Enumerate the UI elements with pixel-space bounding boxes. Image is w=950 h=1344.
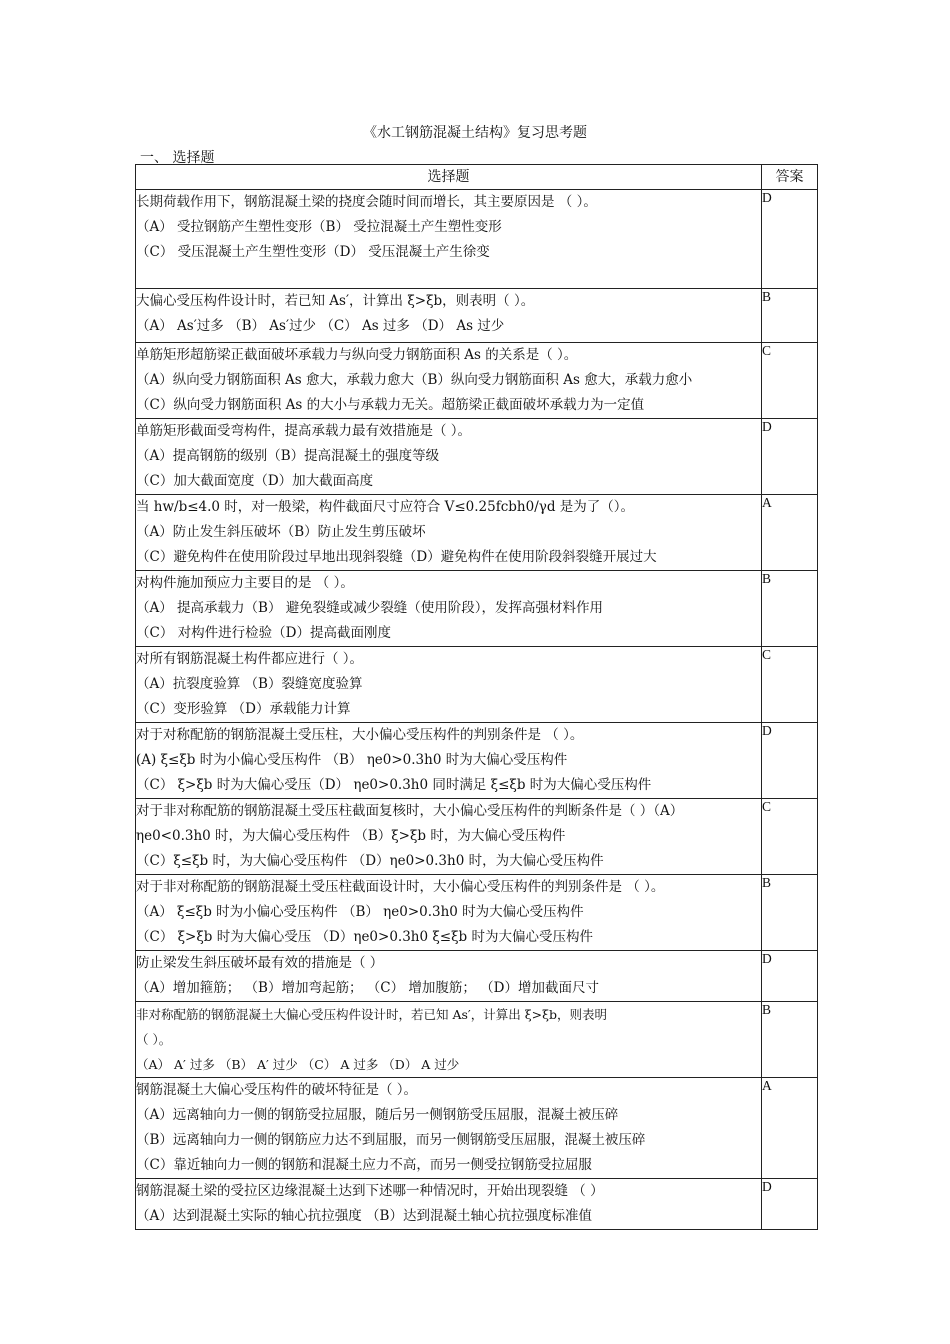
table-row [136,723,818,799]
table-header-row [136,165,818,190]
question-line: 非对称配筋的钢筋混凝土大偏心受压构件设计时，若已知 As′，计算出 ξ>ξb，则表明 [136,1007,607,1022]
question-cell [136,723,762,799]
answer-cell: B [762,1002,818,1078]
option-line: （A）增加箍筋； （B）增加弯起筋； （C） 增加腹筋； （D）增加截面尺寸 [136,980,599,996]
option-line: （C） 对构件进行检验（D）提高截面刚度 [136,625,391,641]
answer-cell: A [762,495,818,571]
option-line: (A) ξ≤ξb 时为小偏心受压构件 （B） ηe0>0.3h0 时为大偏心受压构件 [136,752,568,768]
option-line: （C）ξ≤ξb 时，为大偏心受压构件 （D）ηe0>0.3h0 时，为大偏心受压构件 [136,853,604,869]
table-row [136,1078,818,1179]
question-cell [136,343,762,419]
answer-cell: D [762,1179,818,1230]
question-cell [136,1078,762,1179]
question-line: 对于对称配筋的钢筋混凝土受压柱，大小偏心受压构件的判别条件是 （ ）。 [136,727,584,743]
option-line: （C）纵向受力钢筋面积 As 的大小与承载力无关。超筋梁正截面破坏承载力为一定值 [136,397,645,413]
question-line: 当 hw/b≤4.0 时，对一般梁，构件截面尺寸应符合 V≤0.25fcbh0/γd 是为了（）。 [136,499,634,515]
option-line: （A） A′ 过多 （B） A′ 过少 （C） A 过多 （D） A 过少 [136,1057,460,1072]
answer-cell: D [762,723,818,799]
question-cell [136,571,762,647]
option-line: （A）抗裂度验算 （B）裂缝宽度验算 [136,676,363,692]
option-line: （A） 提高承载力（B） 避免裂缝或减少裂缝（使用阶段），发挥高强材料作用 [136,600,604,616]
question-line: 对所有钢筋混凝土构件都应进行（ ）。 [136,651,364,667]
table-row [136,495,818,571]
question-cell [136,495,762,571]
table-row [136,419,818,495]
answer-cell: C [762,799,818,875]
option-line: （A） ξ≤ξb 时为小偏心受压构件 （B） ηe0>0.3h0 时为大偏心受压构件 [136,904,584,920]
question-table [135,164,818,1230]
header-answer: 答案 [762,165,818,190]
question-line: 长期荷载作用下，钢筋混凝土梁的挠度会随时间而增长，其主要原因是 （ ）。 [136,194,597,210]
answer-cell: B [762,875,818,951]
option-line: （C） 受压混凝土产生塑性变形（D） 受压混凝土产生徐变 [136,244,490,260]
question-cell [136,289,762,343]
option-line: ηe0<0.3h0 时，为大偏心受压构件 （B）ξ>ξb 时，为大偏心受压构件 [136,828,566,844]
answer-cell: C [762,647,818,723]
document-title: 《水工钢筋混凝土结构》复习思考题 [363,125,587,141]
table-row [136,875,818,951]
answer-cell: B [762,571,818,647]
question-cell [136,875,762,951]
table-row [136,343,818,419]
option-line: （A）纵向受力钢筋面积 As 愈大，承载力愈大（B）纵向受力钢筋面积 As 愈大，承载力愈小 [136,372,693,388]
table-row [136,951,818,1002]
question-line: 钢筋混凝土梁的受拉区边缘混凝土达到下述哪一种情况时，开始出现裂缝 （ ） [136,1183,604,1199]
answer-cell: D [762,951,818,1002]
header-question: 选择题 [136,165,762,190]
answer-cell: D [762,419,818,495]
question-cell [136,1179,762,1230]
table-row [136,799,818,875]
question-line: 单筋矩形超筋梁正截面破坏承载力与纵向受力钢筋面积 As 的关系是（ ）。 [136,347,578,363]
option-line: （C）加大截面宽度（D）加大截面高度 [136,473,374,489]
option-line: （A）达到混凝土实际的轴心抗拉强度 （B）达到混凝土轴心抗拉强度标准值 [136,1208,592,1224]
option-line: （C）靠近轴向力一侧的钢筋和混凝土应力不高，而另一侧受拉钢筋受拉屈服 [136,1157,592,1173]
option-line: （C） ξ>ξb 时为大偏心受压 （D）ηe0>0.3h0 ξ≤ξb 时为大偏心受压构件 [136,929,593,945]
option-line: （A）提高钢筋的级别（B）提高混凝土的强度等级 [136,448,440,464]
table-row [136,571,818,647]
question-line: 对于非对称配筋的钢筋混凝土受压柱截面复核时，大小偏心受压构件的判断条件是（ ）（A） [136,803,684,819]
table-row [136,289,818,343]
option-line: （C） ξ>ξb 时为大偏心受压（D） ηe0>0.3h0 同时满足 ξ≤ξb 时为大偏心受压构件 [136,777,652,793]
option-line: （B）远离轴向力一侧的钢筋应力达不到屈服，而另一侧钢筋受压屈服，混凝土被压碎 [136,1132,646,1148]
option-line: （A）防止发生斜压破坏（B）防止发生剪压破坏 [136,524,426,540]
question-cell [136,190,762,289]
option-line: （A） As′过多 （B） As′过少 （C） As 过多 （D） As 过少 [136,318,505,334]
question-cell [136,799,762,875]
question-line: 钢筋混凝土大偏心受压构件的破坏特征是（ ）。 [136,1082,418,1098]
question-line: 对构件施加预应力主要目的是 （ ）。 [136,575,354,591]
question-cell [136,647,762,723]
question-line: （ ）。 [136,1032,172,1047]
table-row [136,1179,818,1230]
question-line: 大偏心受压构件设计时，若已知 As′，计算出 ξ>ξb，则表明（ ）。 [136,293,535,309]
option-line: （C）避免构件在使用阶段过早地出现斜裂缝（D）避免构件在使用阶段斜裂缝开展过大 [136,549,657,565]
answer-cell: D [762,190,818,289]
table-row [136,190,818,289]
question-cell [136,951,762,1002]
section-heading: 一、 选择题 [140,150,215,166]
question-cell [136,419,762,495]
option-line: （A）远离轴向力一侧的钢筋受拉屈服，随后另一侧钢筋受压屈服，混凝土被压碎 [136,1107,619,1123]
answer-cell: B [762,289,818,343]
answer-cell: A [762,1078,818,1179]
answer-cell: C [762,343,818,419]
question-cell [136,1002,762,1078]
table-row [136,647,818,723]
question-line: 对于非对称配筋的钢筋混凝土受压柱截面设计时，大小偏心受压构件的判别条件是 （ ）。 [136,879,665,895]
question-line: 防止梁发生斜压破坏最有效的措施是（ ） [136,955,384,971]
option-line: （C）变形验算 （D）承载能力计算 [136,701,351,717]
question-line: 单筋矩形截面受弯构件，提高承载力最有效措施是（ ）。 [136,423,472,439]
option-line: （A） 受拉钢筋产生塑性变形（B） 受拉混凝土产生塑性变形 [136,219,502,235]
table-row [136,1002,818,1078]
